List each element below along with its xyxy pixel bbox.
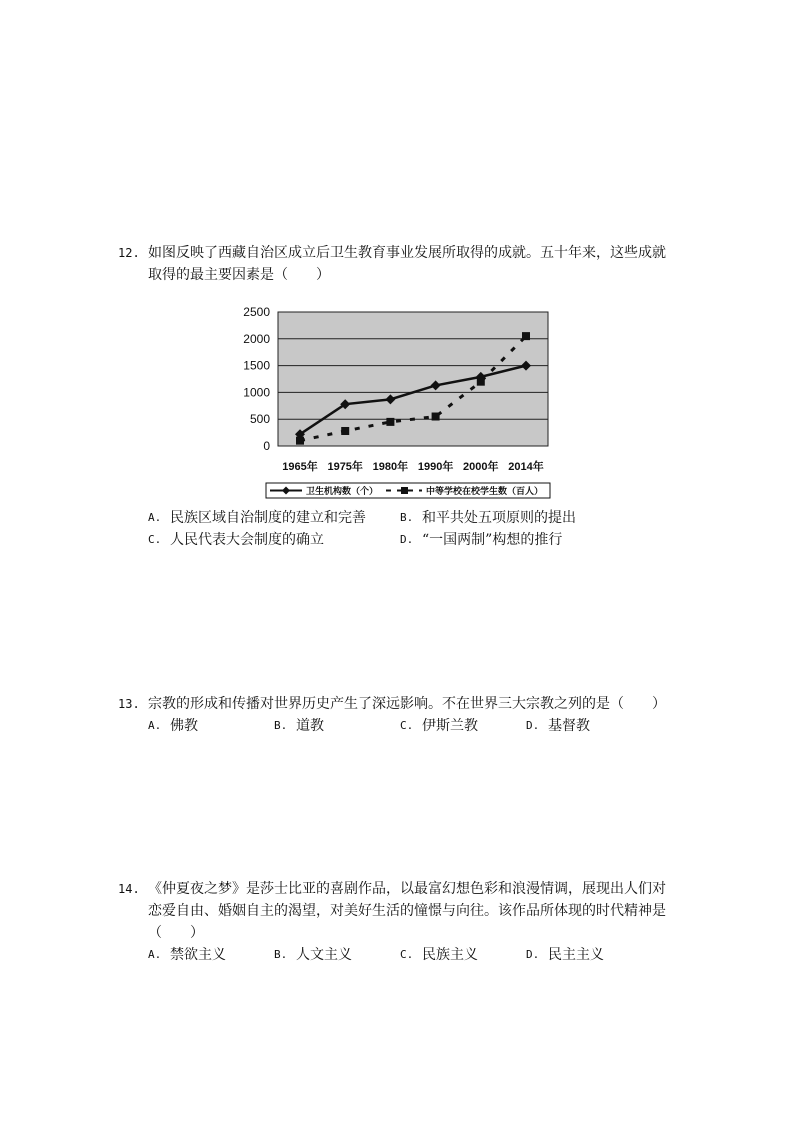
series-2-point bbox=[477, 378, 485, 386]
option-letter: C. bbox=[400, 948, 414, 961]
stem-line: 恋爱自由、婚姻自主的渴望，对美好生活的憧憬与向往。该作品所体现的时代精神是 bbox=[148, 903, 666, 919]
option-text: 民族区域自治制度的建立和完善 bbox=[170, 510, 366, 526]
series-2-point bbox=[522, 332, 530, 340]
option-letter: C. bbox=[148, 533, 162, 546]
option-text: 禁欲主义 bbox=[170, 947, 226, 963]
stem-line: （ ） bbox=[148, 925, 204, 941]
option-letter: B. bbox=[274, 719, 288, 732]
option-d[interactable] bbox=[526, 715, 652, 737]
option-text: 基督教 bbox=[548, 718, 590, 734]
chart bbox=[236, 300, 566, 505]
option-a[interactable] bbox=[148, 944, 274, 966]
stem-line: 取得的最主要因素是（ ） bbox=[148, 267, 330, 283]
option-b[interactable] bbox=[274, 715, 400, 737]
y-tick-label: 2000 bbox=[243, 331, 270, 346]
legend-label-2: 中等学校在校学生数（百人） bbox=[426, 487, 544, 497]
legend bbox=[266, 483, 550, 498]
series-2-point bbox=[341, 427, 349, 435]
x-tick-label: 1965年 bbox=[282, 461, 318, 473]
option-text: 人文主义 bbox=[296, 947, 352, 963]
series-2-point bbox=[432, 413, 440, 421]
option-text: 民主主义 bbox=[548, 947, 604, 963]
question-number: 13. bbox=[118, 697, 140, 711]
option-b[interactable] bbox=[274, 944, 400, 966]
series-2-point bbox=[386, 418, 394, 426]
option-letter: B. bbox=[400, 511, 414, 524]
stem-line: 宗教的形成和传播对世界历史产生了深远影响。不在世界三大宗教之列的是（ ） bbox=[148, 696, 666, 712]
option-text: 人民代表大会制度的确立 bbox=[170, 532, 324, 548]
question-stem bbox=[118, 242, 678, 286]
x-tick-label: 1980年 bbox=[372, 461, 409, 473]
x-tick-label: 2000年 bbox=[463, 461, 499, 473]
option-text: 佛教 bbox=[170, 718, 198, 734]
option-d[interactable] bbox=[526, 944, 652, 966]
option-letter: A. bbox=[148, 511, 162, 524]
question-number: 12. bbox=[118, 246, 140, 260]
question-stem bbox=[118, 878, 678, 944]
stem-line: 《仲夏夜之梦》是莎士比亚的喜剧作品，以最富幻想色彩和浪漫情调，展现出人们对 bbox=[148, 881, 666, 897]
legend-label-1: 卫生机构数（个） bbox=[306, 487, 379, 497]
option-text: 道教 bbox=[296, 718, 324, 734]
option-text: 伊斯兰教 bbox=[422, 718, 478, 734]
option-c[interactable] bbox=[400, 944, 526, 966]
question-13 bbox=[118, 693, 678, 737]
legend-marker-square bbox=[401, 487, 408, 494]
question-number: 14. bbox=[118, 882, 140, 896]
stem-line: 如图反映了西藏自治区成立后卫生教育事业发展所取得的成就。五十年来，这些成就 bbox=[148, 245, 666, 261]
option-letter: D. bbox=[400, 533, 414, 546]
option-a[interactable] bbox=[148, 715, 274, 737]
option-d[interactable] bbox=[400, 529, 652, 551]
x-tick-label: 2014年 bbox=[508, 461, 544, 473]
y-tick-label: 0 bbox=[263, 439, 270, 453]
option-text: “一国两制”构想的推行 bbox=[422, 532, 563, 548]
option-c[interactable] bbox=[400, 715, 526, 737]
option-text: 民族主义 bbox=[422, 947, 478, 963]
y-tick-label: 1000 bbox=[243, 385, 270, 400]
option-b[interactable] bbox=[400, 507, 652, 529]
option-letter: D. bbox=[526, 948, 540, 961]
option-letter: A. bbox=[148, 719, 162, 732]
x-tick-label: 1975年 bbox=[327, 461, 363, 473]
option-letter: A. bbox=[148, 948, 162, 961]
option-c[interactable] bbox=[148, 529, 400, 551]
series-2-point bbox=[296, 437, 304, 445]
y-tick-label: 2500 bbox=[243, 305, 270, 319]
option-letter: D. bbox=[526, 719, 540, 732]
y-tick-label: 500 bbox=[249, 412, 270, 427]
option-a[interactable] bbox=[148, 507, 400, 529]
option-text: 和平共处五项原则的提出 bbox=[422, 510, 576, 526]
question-stem bbox=[118, 693, 678, 715]
x-tick-label: 1990年 bbox=[417, 461, 454, 473]
question-12 bbox=[118, 242, 678, 286]
option-letter: C. bbox=[400, 719, 414, 732]
y-tick-label: 1500 bbox=[243, 358, 270, 373]
question-14 bbox=[118, 878, 678, 966]
plot-area bbox=[278, 312, 548, 446]
question-12-options bbox=[118, 507, 678, 551]
option-letter: B. bbox=[274, 948, 288, 961]
